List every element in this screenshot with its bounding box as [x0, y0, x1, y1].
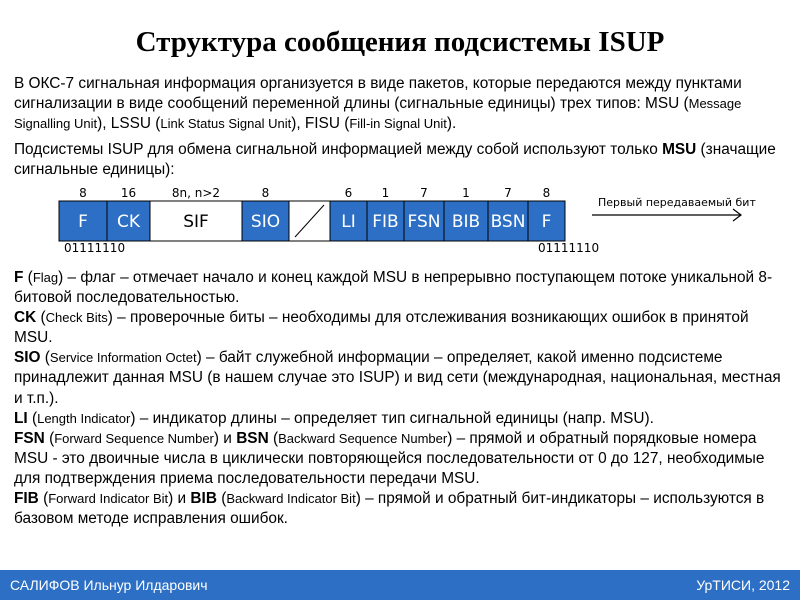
- isup-msu: MSU: [662, 141, 697, 158]
- field-bit-count: 8: [79, 186, 87, 200]
- abbr: FIB: [14, 490, 39, 508]
- field-bit-count: 7: [504, 186, 512, 200]
- definition-text: ) – прямой и обратный бит-индикаторы – используются в базовом методе исправления ошибок.: [14, 490, 765, 528]
- abbr: BIB: [190, 490, 217, 508]
- intro-text: ), FISU (: [291, 115, 350, 132]
- msu-full-name: Message Signalling Unit: [14, 96, 742, 131]
- msu-fields: [59, 186, 565, 241]
- footer-bar: [0, 570, 800, 600]
- page-title: Структура сообщения подсистемы ISUP: [135, 26, 665, 58]
- flag-pattern-left: 01111110: [64, 241, 126, 255]
- msu-structure-diagram: [40, 185, 780, 260]
- definition-text: ) – индикатор длины – определяет тип сигнальной единицы (напр. MSU).: [130, 409, 654, 427]
- definition-li: LI (Length Indicator) – индикатор длины – определяет тип сигнальной единицы (напр. MSU).: [14, 409, 654, 427]
- isup-paragraph: [14, 140, 790, 180]
- field-bit-count: 1: [462, 186, 470, 200]
- field-bit-count: 16: [120, 186, 137, 200]
- isup-text: Подсистемы ISUP для обмена сигнальной информацией между собой используют только: [14, 141, 663, 158]
- field-bit-count: 8n, n>2: [171, 186, 221, 200]
- flag-pattern-right: 01111110: [538, 241, 600, 255]
- field-label: CK: [116, 212, 141, 232]
- abbr: LI: [14, 409, 28, 427]
- full-name: Service Information Octet: [49, 350, 197, 366]
- full-name: Flag: [32, 270, 59, 285]
- abbr: F: [14, 269, 24, 286]
- full-name: Forward Indicator Bit: [48, 491, 169, 507]
- intro-text: В ОКС-7 сигнальная информация организуется в виде пакетов, которые передаются между пунктами сигнализации в виде сообщений переменной длины (сигнальные единицы) трех типов: MSU (: [14, 75, 742, 112]
- definition-fib-bib: FIB (Forward Indicator Bit) и BIB (Backward Indicator Bit) – прямой и обратный бит-индикаторы – используются в базовом методе исправления ошибок.: [14, 490, 765, 528]
- footer-org-year: УрТИСИ, 2012: [696, 577, 790, 593]
- fisu-full-name: Fill-in Signal Unit: [349, 116, 447, 131]
- full-name: Length Indicator: [37, 410, 131, 426]
- field-label: F: [541, 212, 552, 232]
- full-name: Forward Sequence Number: [54, 430, 214, 446]
- full-name: Check Bits: [45, 310, 108, 326]
- field-label: BIB: [451, 212, 481, 232]
- definitions-list: [14, 268, 790, 529]
- field-label: BSN: [490, 212, 526, 232]
- intro-text: ).: [446, 115, 457, 132]
- field-bit-count: 7: [420, 186, 428, 200]
- field-label: SIF: [183, 212, 209, 232]
- conjunction: ) и: [168, 490, 191, 508]
- field-bit-count: 6: [344, 186, 353, 200]
- field-bit-count: 8: [542, 186, 551, 200]
- abbr: BSN: [236, 429, 269, 447]
- definition-f: F (Flag) – флаг – отмечает начало и конец каждой MSU в непрерывно поступающем потоке уникальной 8-битовой последовательностью.: [14, 269, 773, 307]
- definition-text: ) – байт служебной информации – определяет, какой именно подсистеме принадлежит данная MSU (в нашем случае это ISUP) и вид сети (международная, национальная, местная и т.п.).: [14, 349, 781, 407]
- field-label: FIB: [372, 212, 399, 232]
- abbr: FSN: [14, 429, 45, 447]
- conjunction: ) и: [213, 429, 237, 447]
- field-label: LI: [341, 212, 356, 232]
- intro-text: ), LSSU (: [97, 115, 161, 132]
- definition-sio: SIO (Service Information Octet) – байт служебной информации – определяет, какой именно подсистеме принадлежит данная MSU (в нашем случае это ISUP) и вид сети (международная, национальная, местная и т.п.).: [14, 349, 781, 407]
- definition-fsn-bsn: FSN (Forward Sequence Number) и BSN (Backward Sequence Number) – прямой и обратный порядковые номера MSU - это двоичные числа в циклически повторяющейся последовательности от 0 до 127, необходимые для подтверждения приема последовательности передачи MSU.: [14, 429, 765, 487]
- full-name: Backward Indicator Bit: [226, 491, 356, 507]
- field-label: FSN: [407, 212, 441, 232]
- footer-author: САЛИФОВ Ильнур Илдарович: [10, 577, 208, 593]
- definition-ck: CK (Check Bits) – проверочные биты – необходимы для отслеживания возникающих ошибок в принятой MSU.: [14, 309, 749, 347]
- field-bit-count: 1: [381, 186, 390, 200]
- definition-text: ) – проверочные биты – необходимы для отслеживания возникающих ошибок в принятой MSU.: [14, 309, 749, 347]
- intro-paragraph: [14, 74, 790, 134]
- field-bit-count: 8: [261, 186, 270, 200]
- field-label: SIO: [250, 212, 281, 232]
- definition-text: ) – флаг – отмечает начало и конец каждой MSU в непрерывно поступающем потоке уникальной 8-битовой последовательностью.: [14, 269, 773, 307]
- first-bit-label: Первый передаваемый бит: [598, 196, 756, 209]
- isup-text: (значащие сигнальные единицы):: [14, 141, 776, 178]
- definition-text: ) – прямой и обратный порядковые номера MSU - это двоичные числа в циклически повторяющейся последовательности от 0 до 127, необходимые для подтверждения приема последовательности передачи MSU.: [14, 429, 765, 487]
- lssu-full-name: Link Status Signal Unit: [160, 116, 292, 131]
- abbr: CK: [14, 309, 37, 327]
- full-name: Backward Sequence Number: [278, 430, 448, 446]
- abbr: SIO: [14, 349, 41, 367]
- field-label: F: [78, 212, 88, 232]
